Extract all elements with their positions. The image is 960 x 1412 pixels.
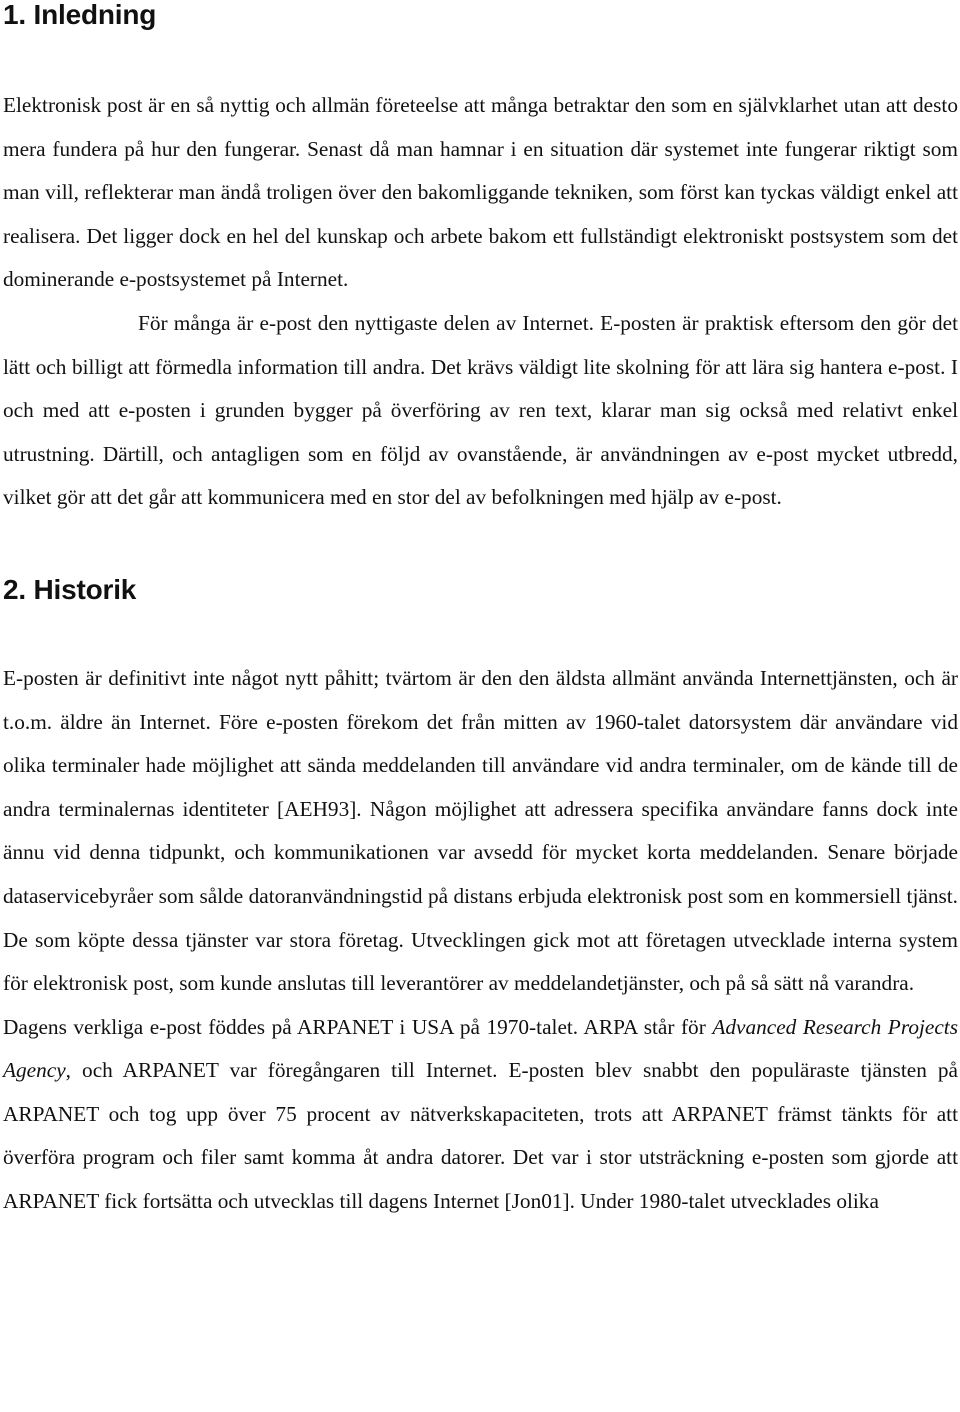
paragraph-2-text-after: , och ARPANET var föregångaren till Internet. E-posten blev snabbt den populäraste tjänsten på ARPANET och tog upp över 75 procent av nätverkskapaciteten, trots att ARPANET främst tänkts för att överföra program och filer samt komma åt andra datorer. Det var i stor utsträckning e-posten som gjorde att ARPANET fick fortsätta och utvecklas till dagens Internet [Jon01]. Under 1980-talet utvecklades olika: [3, 1058, 958, 1214]
section-1-heading: 1. Inledning: [3, 0, 157, 30]
section-2-heading: 2. Historik: [3, 573, 137, 605]
paragraph-2-text-before: Dagens verkliga e-post föddes på ARPANET i USA på 1970-talet. ARPA står för: [3, 1014, 713, 1039]
section-1-paragraph-1: Elektronisk post är en så nyttig och allmän företeelse att många betraktar den som en självklarhet utan att desto mera fundera på hur den fungerar. Senast då man hamnar i en situation där systemet inte fungerar riktigt som man vill, reflekterar man ändå troligen över den bakomliggande tekniken, som först kan tyckas väldigt enkel att realisera. Det ligger dock en hel del kunskap och arbete bakom ett fullständigt elektroniskt postsystem som det dominerande e-postsystemet på Internet.: [3, 93, 958, 292]
section-2-paragraph-1: E-posten är definitivt inte något nytt påhitt; tvärtom är den den äldsta allmänt använda Internettjänsten, och är t.o.m. äldre än Internet. Före e-posten förekom det från mitten av 1960-talet datorsystem där användare vid olika terminaler hade möjlighet att sända meddelanden till användare vid andra terminaler, om de kände till de andra terminalernas identiteter [AEH93]. Någon möjlighet att adressera specifika användare fanns dock inte ännu vid denna tidpunkt, och kommunikationen var avsedd för mycket korta meddelanden. Senare började dataservicebyråer som sålde datoranvändningstid på distans erbjuda elektronisk post som en kommersiell tjänst. De som köpte dessa tjänster var stora företag. Utvecklingen gick mot att företagen utvecklade interna system för elektronisk post, som kunde anslutas till leverantörer av meddelandetjänster, och på så sätt nå varandra.: [3, 665, 958, 996]
section-2-paragraph-2: [3, 1006, 958, 1224]
section-1-paragraph-2: För många är e-post den nyttigaste delen av Internet. E-posten är praktisk eftersom den gör det lätt och billigt att förmedla information till andra. Det krävs väldigt lite skolning för att lära sig hantera e-post. I och med att e-posten i grunden bygger på överföring av ren text, klarar man sig också med relativt enkel utrustning. Därtill, och antagligen som en följd av ovanstående, är användningen av e-post mycket utbredd, vilket gör att det går att kommunicera med en stor del av befolkningen med hjälp av e-post.: [3, 310, 958, 510]
arpa-expansion-italic: Advanced Research Projects Agency: [3, 1014, 958, 1083]
